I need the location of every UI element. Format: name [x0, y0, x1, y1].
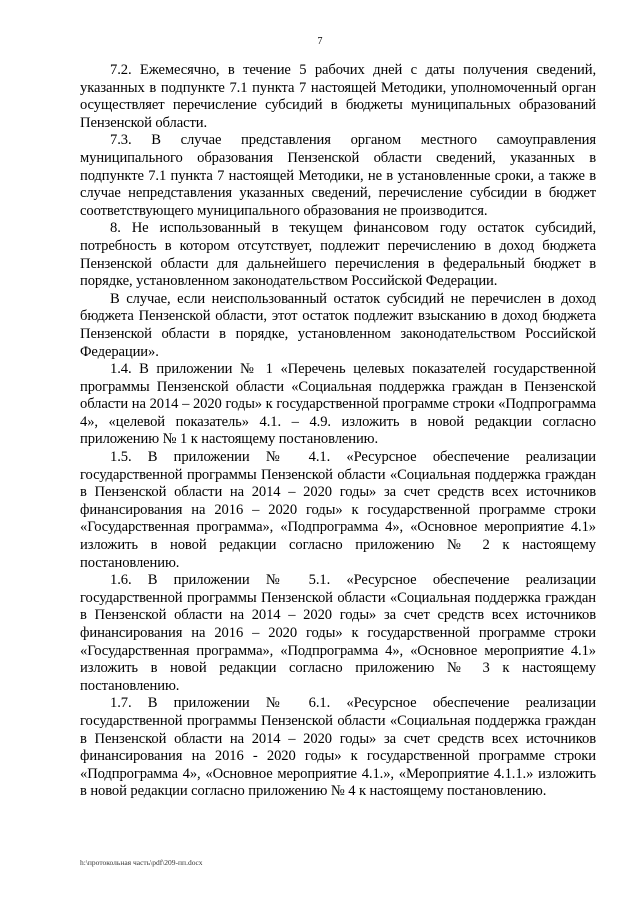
paragraph-1-6: 1.6. В приложении № 5.1. «Ресурсное обеспечение реализации государственной программы Пензенской области «Социальная поддержка граждан в Пензенской области на 2014 – 2020 годы» за счет средств всех источников финансирования на 2016 – 2020 годы» к государственной программе строки «Государственная программа», «Подпрограмма 4», «Основное мероприятие 4.1» изложить в новой редакции согласно приложению № 3 к настоящему постановлению. — [80, 572, 596, 694]
document-body — [80, 62, 596, 801]
paragraph-8-continuation: В случае, если неиспользованный остаток субсидий не перечислен в доход бюджета Пензенской области, этот остаток подлежит взысканию в доход бюджета Пензенской области в порядке, установленном законодательством Российской Федерации». — [80, 290, 596, 360]
page-number: 7 — [317, 36, 323, 47]
paragraph-1-7: 1.7. В приложении № 6.1. «Ресурсное обеспечение реализации государственной программы Пензенской области «Социальная поддержка граждан в Пензенской области на 2014 – 2020 годы» за счет средств всех источников финансирования на 2016 - 2020 годы» к государственной программе строки «Подпрограмма 4», «Основное мероприятие 4.1.», «Мероприятие 4.1.1.» изложить в новой редакции согласно приложению № 4 к настоящему постановлению. — [80, 695, 596, 800]
paragraph-7-3: 7.3. В случае представления органом местного самоуправления муниципального образования Пензенской области сведений, указанных в подпункте 7.1 пункта 7 настоящей Методики, не в установленные сроки, а также в случае непредставления указанных сведений, перечисление субсидии в бюджет соответствующего муниципального образования не производится. — [80, 132, 596, 219]
paragraph-1-4: 1.4. В приложении № 1 «Перечень целевых показателей государственной программы Пензенской области «Социальная поддержка граждан в Пензенской области на 2014 – 2020 годы» к государственной программе строки «Подпрограмма 4», «целевой показатель» 4.1. – 4.9. изложить в новой редакции согласно приложению № 1 к настоящему постановлению. — [80, 361, 596, 448]
paragraph-8: 8. Не использованный в текущем финансовом году остаток субсидий, потребность в котором отсутствует, подлежит перечислению в доход бюджета Пензенской области для дальнейшего перечисления в федеральный бюджет в порядке, установленном законодательством Российской Федерации. — [80, 220, 596, 290]
footer-file-path: h:\протокольная часть\pdf\209-пп.docx — [80, 858, 203, 867]
paragraph-1-5: 1.5. В приложении № 4.1. «Ресурсное обеспечение реализации государственной программы Пензенской области «Социальная поддержка граждан в Пензенской области на 2014 – 2020 годы» за счет средств всех источников финансирования на 2016 – 2020 годы» к государственной программе строки «Государственная программа», «Подпрограмма 4», «Основное мероприятие 4.1» изложить в новой редакции согласно приложению № 2 к настоящему постановлению. — [80, 449, 596, 571]
paragraph-7-2: 7.2. Ежемесячно, в течение 5 рабочих дней с даты получения сведений, указанных в подпункте 7.1 пункта 7 настоящей Методики, уполномоченный орган осуществляет перечисление субсидий в бюджеты муниципальных образований Пензенской области. — [80, 62, 596, 131]
